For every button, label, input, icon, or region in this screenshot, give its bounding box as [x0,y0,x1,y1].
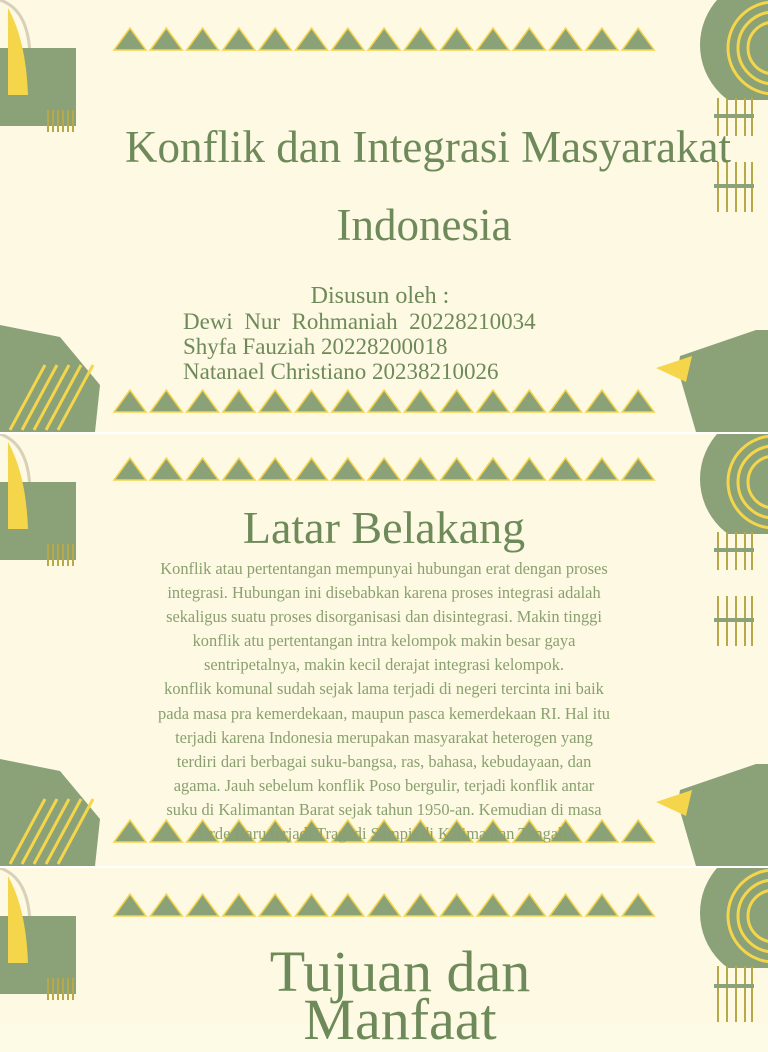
body-line: terdiri dari berbagai suku-bangsa, ras, bahasa, kebudayaan, dan [176,751,592,771]
stitch-marks-icon [712,530,756,650]
body-line: terjadi karena Indonesia merupakan masyarakat heterogen yang [175,727,593,747]
triangle-border-top [112,456,657,482]
pocket-decoration-icon [0,868,80,1003]
concentric-circle-icon [700,0,768,100]
body-line: Konflik atau pertentangan mempunyai hubungan erat dengan proses [160,559,608,578]
triangle-border-top [112,892,657,918]
arrow-shape-icon [656,330,768,432]
body-line: Orde Baru terjadi Tragedi Sampit di Kalimantan Tengah. [197,824,571,844]
body-line: pada masa pra kemerdekaan, maupun pasca kemerdekaan RI. Hal itu [158,703,610,723]
body-line: konflik atu pertentangan intra kelompok makin besar gaya [192,631,576,651]
pocket-decoration-icon [0,434,80,569]
heading-line: Tujuan dan [269,939,531,1004]
author-line: Shyfa Fauziah 20228200018 [183,334,448,359]
heading-line: Manfaat [303,987,497,1052]
body-line: sentripetalnya, makin kecil derajat integrasi kelompok. [203,655,565,675]
section-heading: Latar Belakang [242,502,526,553]
striped-shape-icon [0,759,110,866]
author-line: Dewi Nur Rohmaniah 20228210034 [183,309,536,334]
concentric-circle-icon [700,868,768,968]
triangle-border-bottom [112,388,657,414]
section-body [112,557,656,846]
body-line: integrasi. Hubungan ini disebabkan karena proses integrasi adalah [167,583,601,603]
body-line: konflik komunal sudah sejak lama terjadi di negeri tercinta ini baik [164,679,604,699]
arrow-shape-icon [656,764,768,866]
slide-title [0,0,768,432]
section-heading [140,939,660,1052]
concentric-circle-icon [700,434,768,534]
body-line: agama. Jauh sebelum konflik Poso bergulir, terjadi konflik antar [173,775,595,795]
body-line: suku di Kalimantan Barat sejak tahun 1950-an. Kemudian di masa [166,799,602,819]
triangle-border-top [112,26,657,52]
pocket-decoration-icon [0,0,80,135]
stitch-marks-icon [712,964,756,1024]
author-line: Natanael Christiano 20238210026 [183,359,499,384]
byline: Disusun oleh : [310,283,450,309]
body-line: sekaligus suatu proses disorganisasi dan disintegrasi. Makin tinggi [166,607,602,627]
striped-shape-icon [0,325,110,432]
slide-title-line1: Konflik dan Integrasi Masyarakat [124,122,732,172]
slide-title-line2: Indonesia [336,200,512,250]
